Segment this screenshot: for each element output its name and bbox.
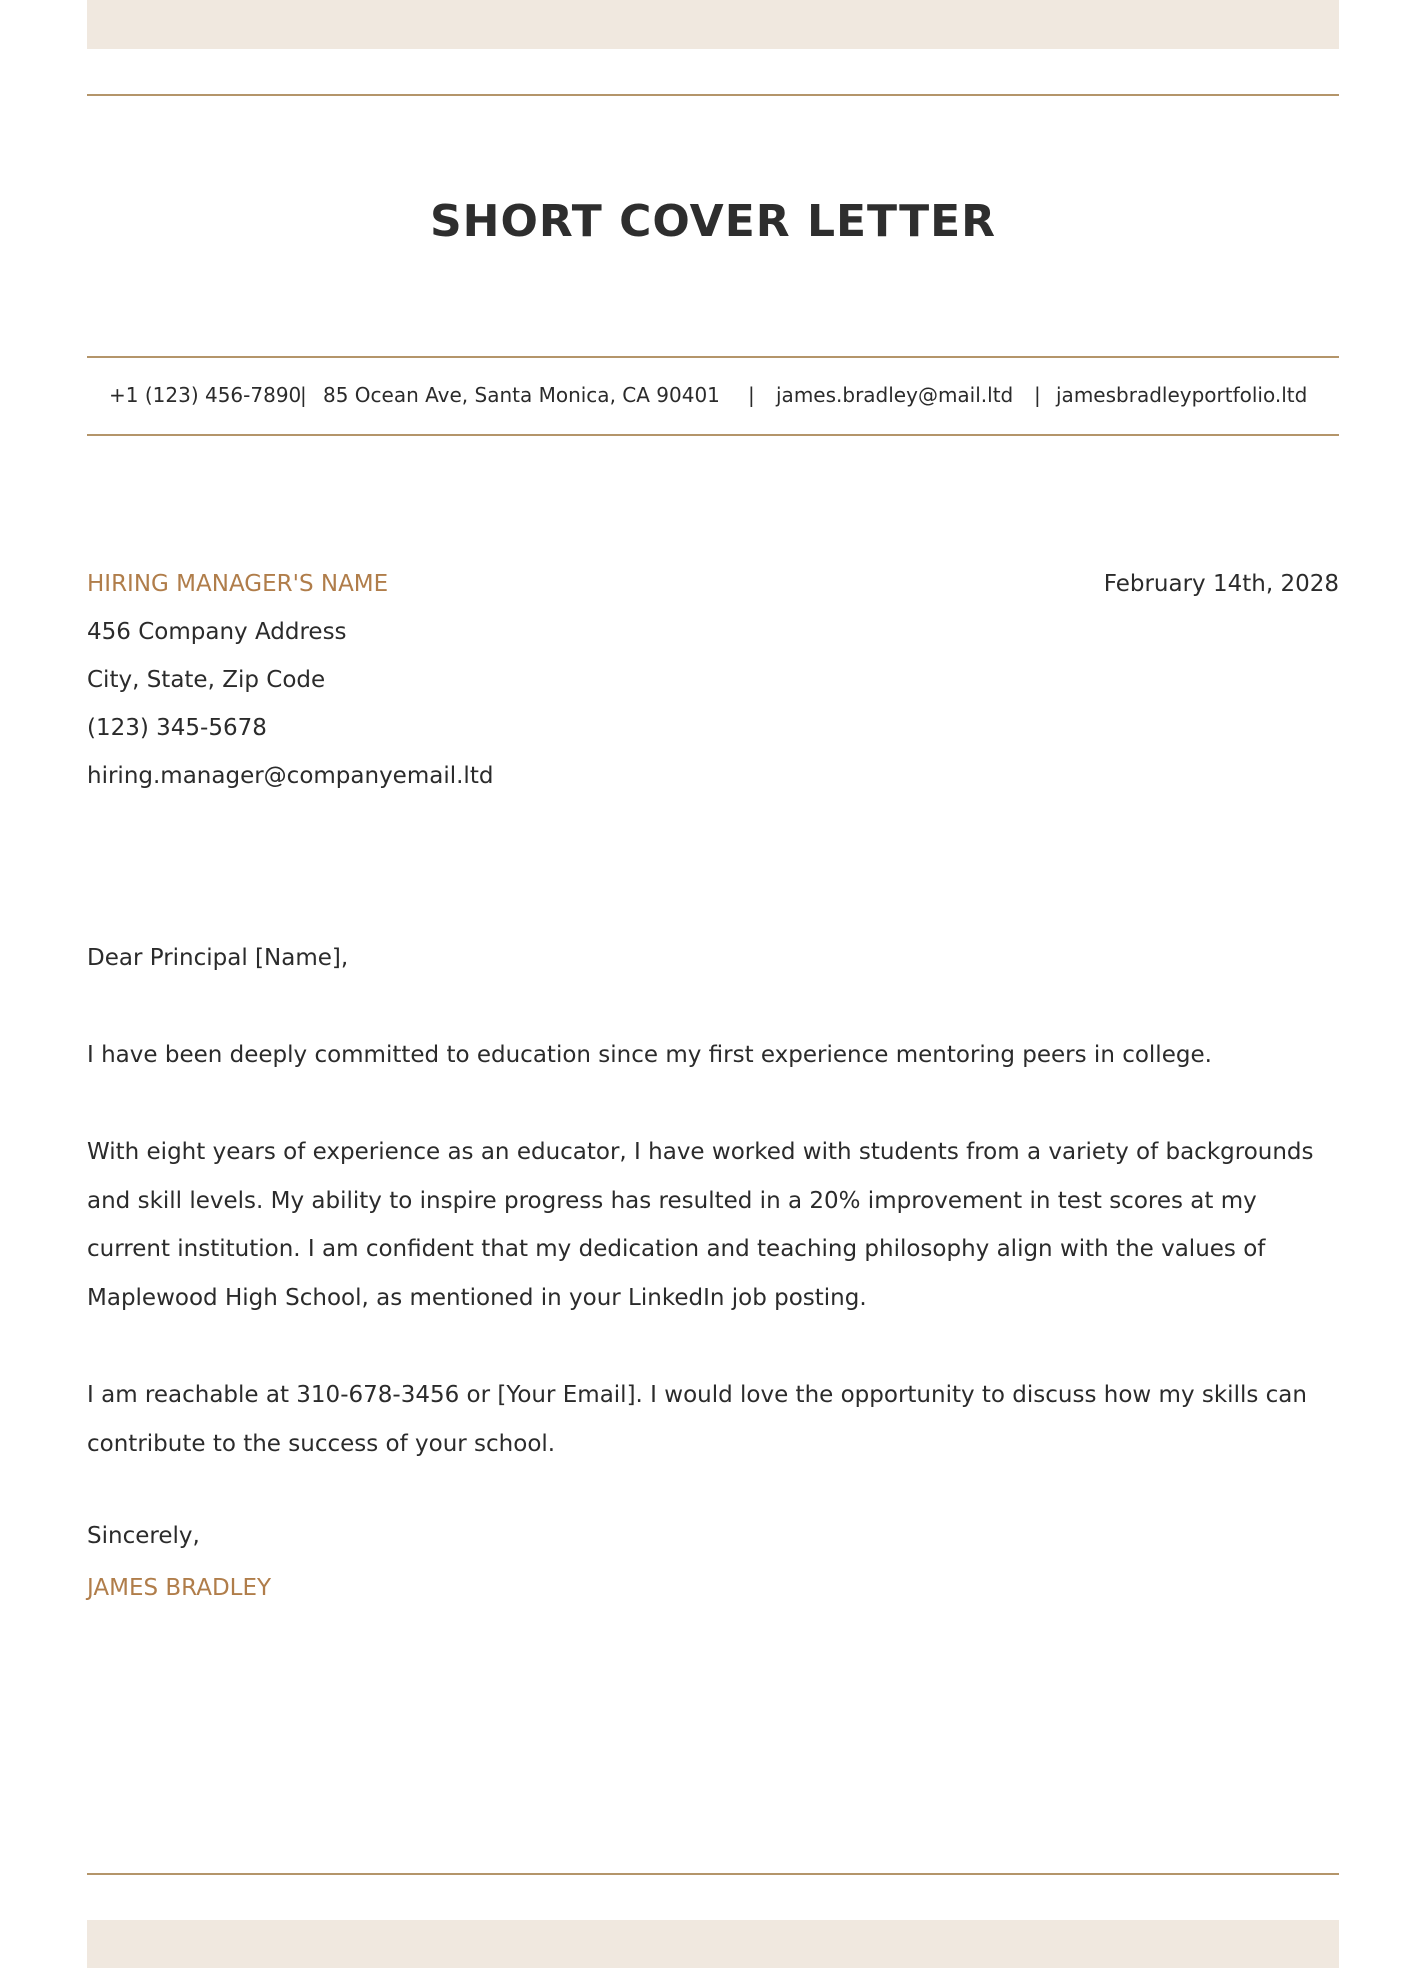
paragraph-2 [87, 1128, 1339, 1322]
contact-email: james.bradley@mail.ltd [776, 383, 1014, 407]
salutation-text: Dear Principal [Name], [87, 945, 349, 971]
contact-top-rule [87, 356, 1339, 358]
paragraph-3 [87, 1371, 1339, 1468]
header-top-rule [87, 94, 1339, 96]
paragraph-1 [87, 1031, 1339, 1080]
recipient-block [87, 560, 493, 800]
bottom-decorative-band [87, 1920, 1339, 1968]
recipient-email: hiring.manager@companyemail.ltd [87, 763, 494, 789]
contact-phone: +1 (123) 456-7890 [109, 383, 302, 407]
paragraph-text: I have been deeply committed to education since my first experience mentoring peers in college. [87, 1042, 1212, 1068]
paragraph-text: With eight years of experience as an educator, I have worked with students from a variety of backgrounds and skill levels. My ability to inspire progress has resulted in a 20% improvement in test scores at my current institution. I am confident that my dedication and teaching philosophy align with the values of Maplewood High School, as mentioned in your LinkedIn job posting. [87, 1139, 1314, 1311]
contact-bar [87, 383, 1339, 411]
footer-rule [87, 1873, 1339, 1875]
contact-bottom-rule [87, 434, 1339, 436]
closing: Sincerely, [87, 1523, 200, 1549]
signature-name: JAMES BRADLEY [87, 1575, 272, 1601]
contact-separator: | [1034, 383, 1041, 407]
recipient-city-state-zip: City, State, Zip Code [87, 667, 326, 693]
recipient-address: 456 Company Address [87, 619, 347, 645]
recipient-name: HIRING MANAGER'S NAME [87, 571, 389, 597]
document-title: SHORT COVER LETTER [429, 196, 997, 247]
contact-website: jamesbradleyportfolio.ltd [1056, 383, 1308, 407]
recipient-phone: (123) 345-5678 [87, 715, 267, 741]
top-decorative-band [87, 0, 1339, 49]
salutation [87, 934, 1339, 983]
contact-separator: | [300, 383, 307, 407]
contact-separator: | [748, 383, 755, 407]
letter-date: February 14th, 2028 [1103, 571, 1339, 597]
closing-block [87, 1510, 271, 1614]
contact-address: 85 Ocean Ave, Santa Monica, CA 90401 [323, 383, 720, 407]
paragraph-text: I am reachable at 310-678-3456 or [Your Email]. I would love the opportunity to discuss how my skills can contribute to the success of your school. [87, 1382, 1307, 1457]
